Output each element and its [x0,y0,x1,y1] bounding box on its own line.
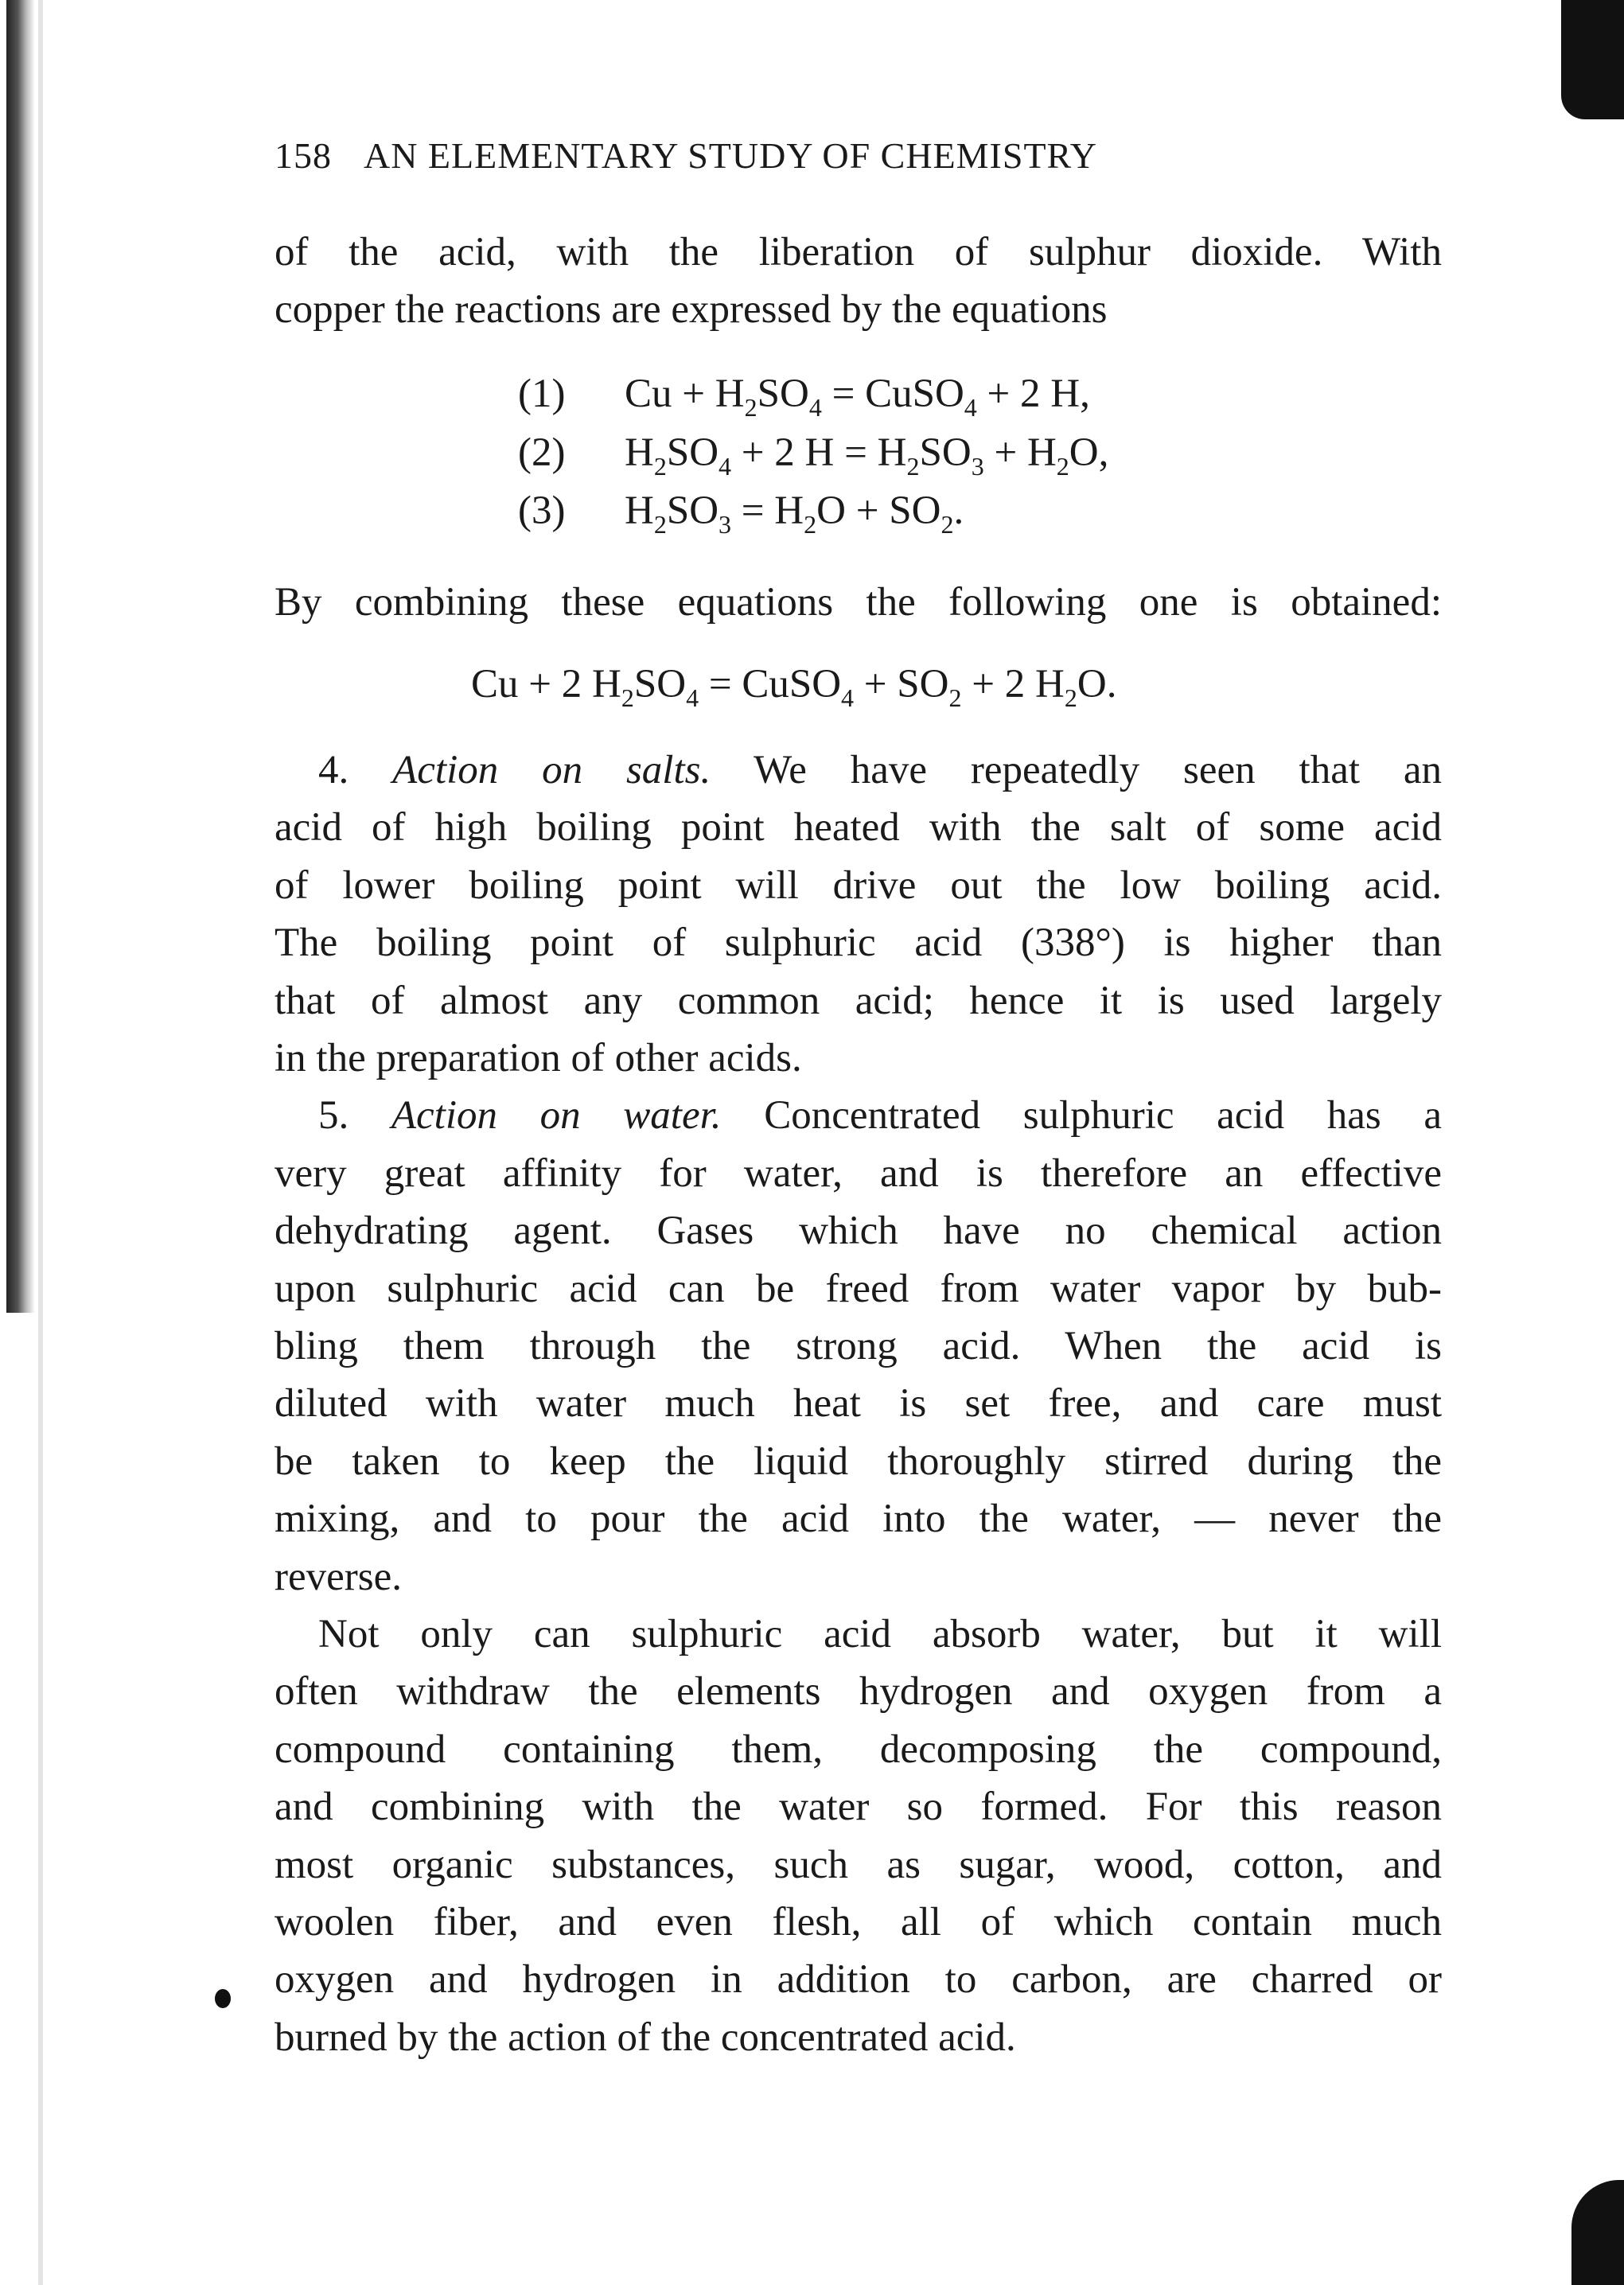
text-run: Cu + H [625,372,745,416]
text-line: By combining these equations the following one is obtained: [275,580,1442,625]
text-line [275,224,1442,281]
text-run: of the acid, with the liberation of sulphur dioxide. With [275,230,1442,274]
text-run: 5. [318,1093,391,1139]
text-run: upon sulphuric acid can be freed from water vapor by bub- [275,1266,1442,1311]
combined-equation [471,656,1116,713]
text-line [275,1663,1442,1720]
text-run: be taken to keep the liquid thoroughly stirred during the [275,1438,1442,1484]
text-run: very great affinity for water, and is therefore an effective [275,1150,1442,1196]
scan-corner-artifact-top [1561,0,1624,119]
text-run: copper the reactions are expressed by the equations [275,287,1108,332]
subscript: 2 [948,683,962,712]
text-run: SO [666,430,719,475]
text-run: H [625,430,654,475]
text-run: . [953,489,964,533]
equation [625,365,1090,422]
text-run: woolen fiber, and even flesh, all of which contain much [275,1900,1442,1944]
subscript: 2 [1064,683,1077,712]
text-run: bling them through the strong acid. When the acid is [275,1324,1442,1368]
subscript: 4 [808,393,822,422]
text-line [275,742,1442,799]
text-line [275,281,1442,338]
text-run: H [625,489,654,533]
text-run: burned by the action of the concentrated acid. [275,2014,1016,2060]
text-run: SO [757,372,809,416]
text-line [275,1030,1442,1087]
subscript: 4 [841,683,855,712]
text-run: SO [666,489,719,533]
subscript: 4 [686,683,699,712]
equation-number: (2) [518,430,566,475]
text-line [275,1433,1442,1490]
italic-heading: Action on salts. [392,748,711,792]
text-run: O, [1069,430,1109,475]
text-line [275,1202,1442,1259]
text-run: Cu + 2 H [471,662,621,707]
text-line [275,1260,1442,1318]
text-run: We have repeatedly seen that an [711,748,1442,792]
ink-blot [215,1989,231,2008]
subscript: 2 [1056,451,1069,481]
text-line [275,1490,1442,1547]
text-run: + SO [854,662,949,707]
text-run: + 2 H = H [731,430,907,475]
subscript: 3 [719,510,732,539]
text-line [275,1318,1442,1375]
text-line [275,1778,1442,1835]
text-run: = H [731,489,804,533]
equation-number: (1) [518,372,566,416]
text-run: acid of high boiling point heated with the salt of some acid [275,805,1442,851]
text-run: of lower boiling point will drive out the low boiling acid. [275,862,1442,908]
text-line [275,1836,1442,1894]
text-line [275,1087,1442,1144]
text-run: and combining with the water so formed. For this reason [275,1785,1442,1830]
text-line [275,1375,1442,1432]
text-run: SO [633,662,687,707]
text-line [275,1145,1442,1202]
running-header [275,127,1388,185]
text-run: oxygen and hydrogen in addition to carbon, are charred or [275,1957,1442,2003]
scan-corner-artifact-bottom [1571,2180,1624,2285]
subscript: 2 [653,510,667,539]
text-run: = CuSO [821,372,964,416]
subscript: 2 [804,510,817,539]
subscript: 2 [621,683,634,712]
subscript: 3 [971,451,984,481]
scan-binding-shadow [6,0,35,1313]
text-run: often withdraw the elements hydrogen and oxygen from a [275,1669,1442,1715]
text-run: = CuSO [699,662,842,707]
subscript: 4 [964,393,977,422]
text-line [275,2009,1442,2066]
equation-number: (3) [518,489,566,533]
text-line [275,799,1442,856]
text-run: dehydrating agent. Gases which have no chemical action [275,1209,1442,1254]
italic-heading: Action on water. [391,1093,722,1139]
text-run: in the preparation of other acids. [275,1036,802,1080]
text-run: Not only can sulphuric acid absorb water, but it will [318,1612,1442,1656]
text-run: mixing, and to pour the acid into the water, — never the [275,1497,1442,1542]
text-run: diluted with water much heat is set free, and care must [275,1381,1442,1427]
text-line [275,914,1442,971]
subscript: 2 [653,451,667,481]
text-line [275,1548,1442,1606]
equation [625,424,1108,481]
subscript: 2 [941,510,954,539]
text-run: that of almost any common acid; hence it is used largely [275,978,1442,1023]
equation [625,482,964,539]
subscript: 4 [719,451,732,481]
text-run: + 2 H, [976,372,1090,416]
scan-edge-line [38,0,43,2285]
text-line [275,1721,1442,1778]
text-run: compound containing them, decomposing the compound, [275,1726,1442,1772]
page-number: 158 [275,135,332,176]
subscript: 2 [744,393,757,422]
text-line [275,972,1442,1030]
text-run: The boiling point of sulphuric acid (338°) is higher than [275,921,1442,966]
text-line [275,1606,1442,1663]
text-line [275,1894,1442,1951]
text-run: O + SO [816,489,941,533]
running-title: AN ELEMENTARY STUDY OF CHEMISTRY [363,135,1097,176]
text-line [275,1951,1442,2008]
text-run: SO [919,430,972,475]
subscript: 2 [906,451,920,481]
text-line [275,857,1442,914]
text-run: O. [1077,662,1117,707]
text-run: Concentrated sulphuric acid has a [721,1093,1442,1139]
text-run: 4. [318,748,393,792]
text-run: + 2 H [961,662,1065,707]
text-run: reverse. [275,1554,402,1599]
text-run: most organic substances, such as sugar, wood, cotton, and [275,1842,1442,1887]
text-run: + H [983,430,1057,475]
